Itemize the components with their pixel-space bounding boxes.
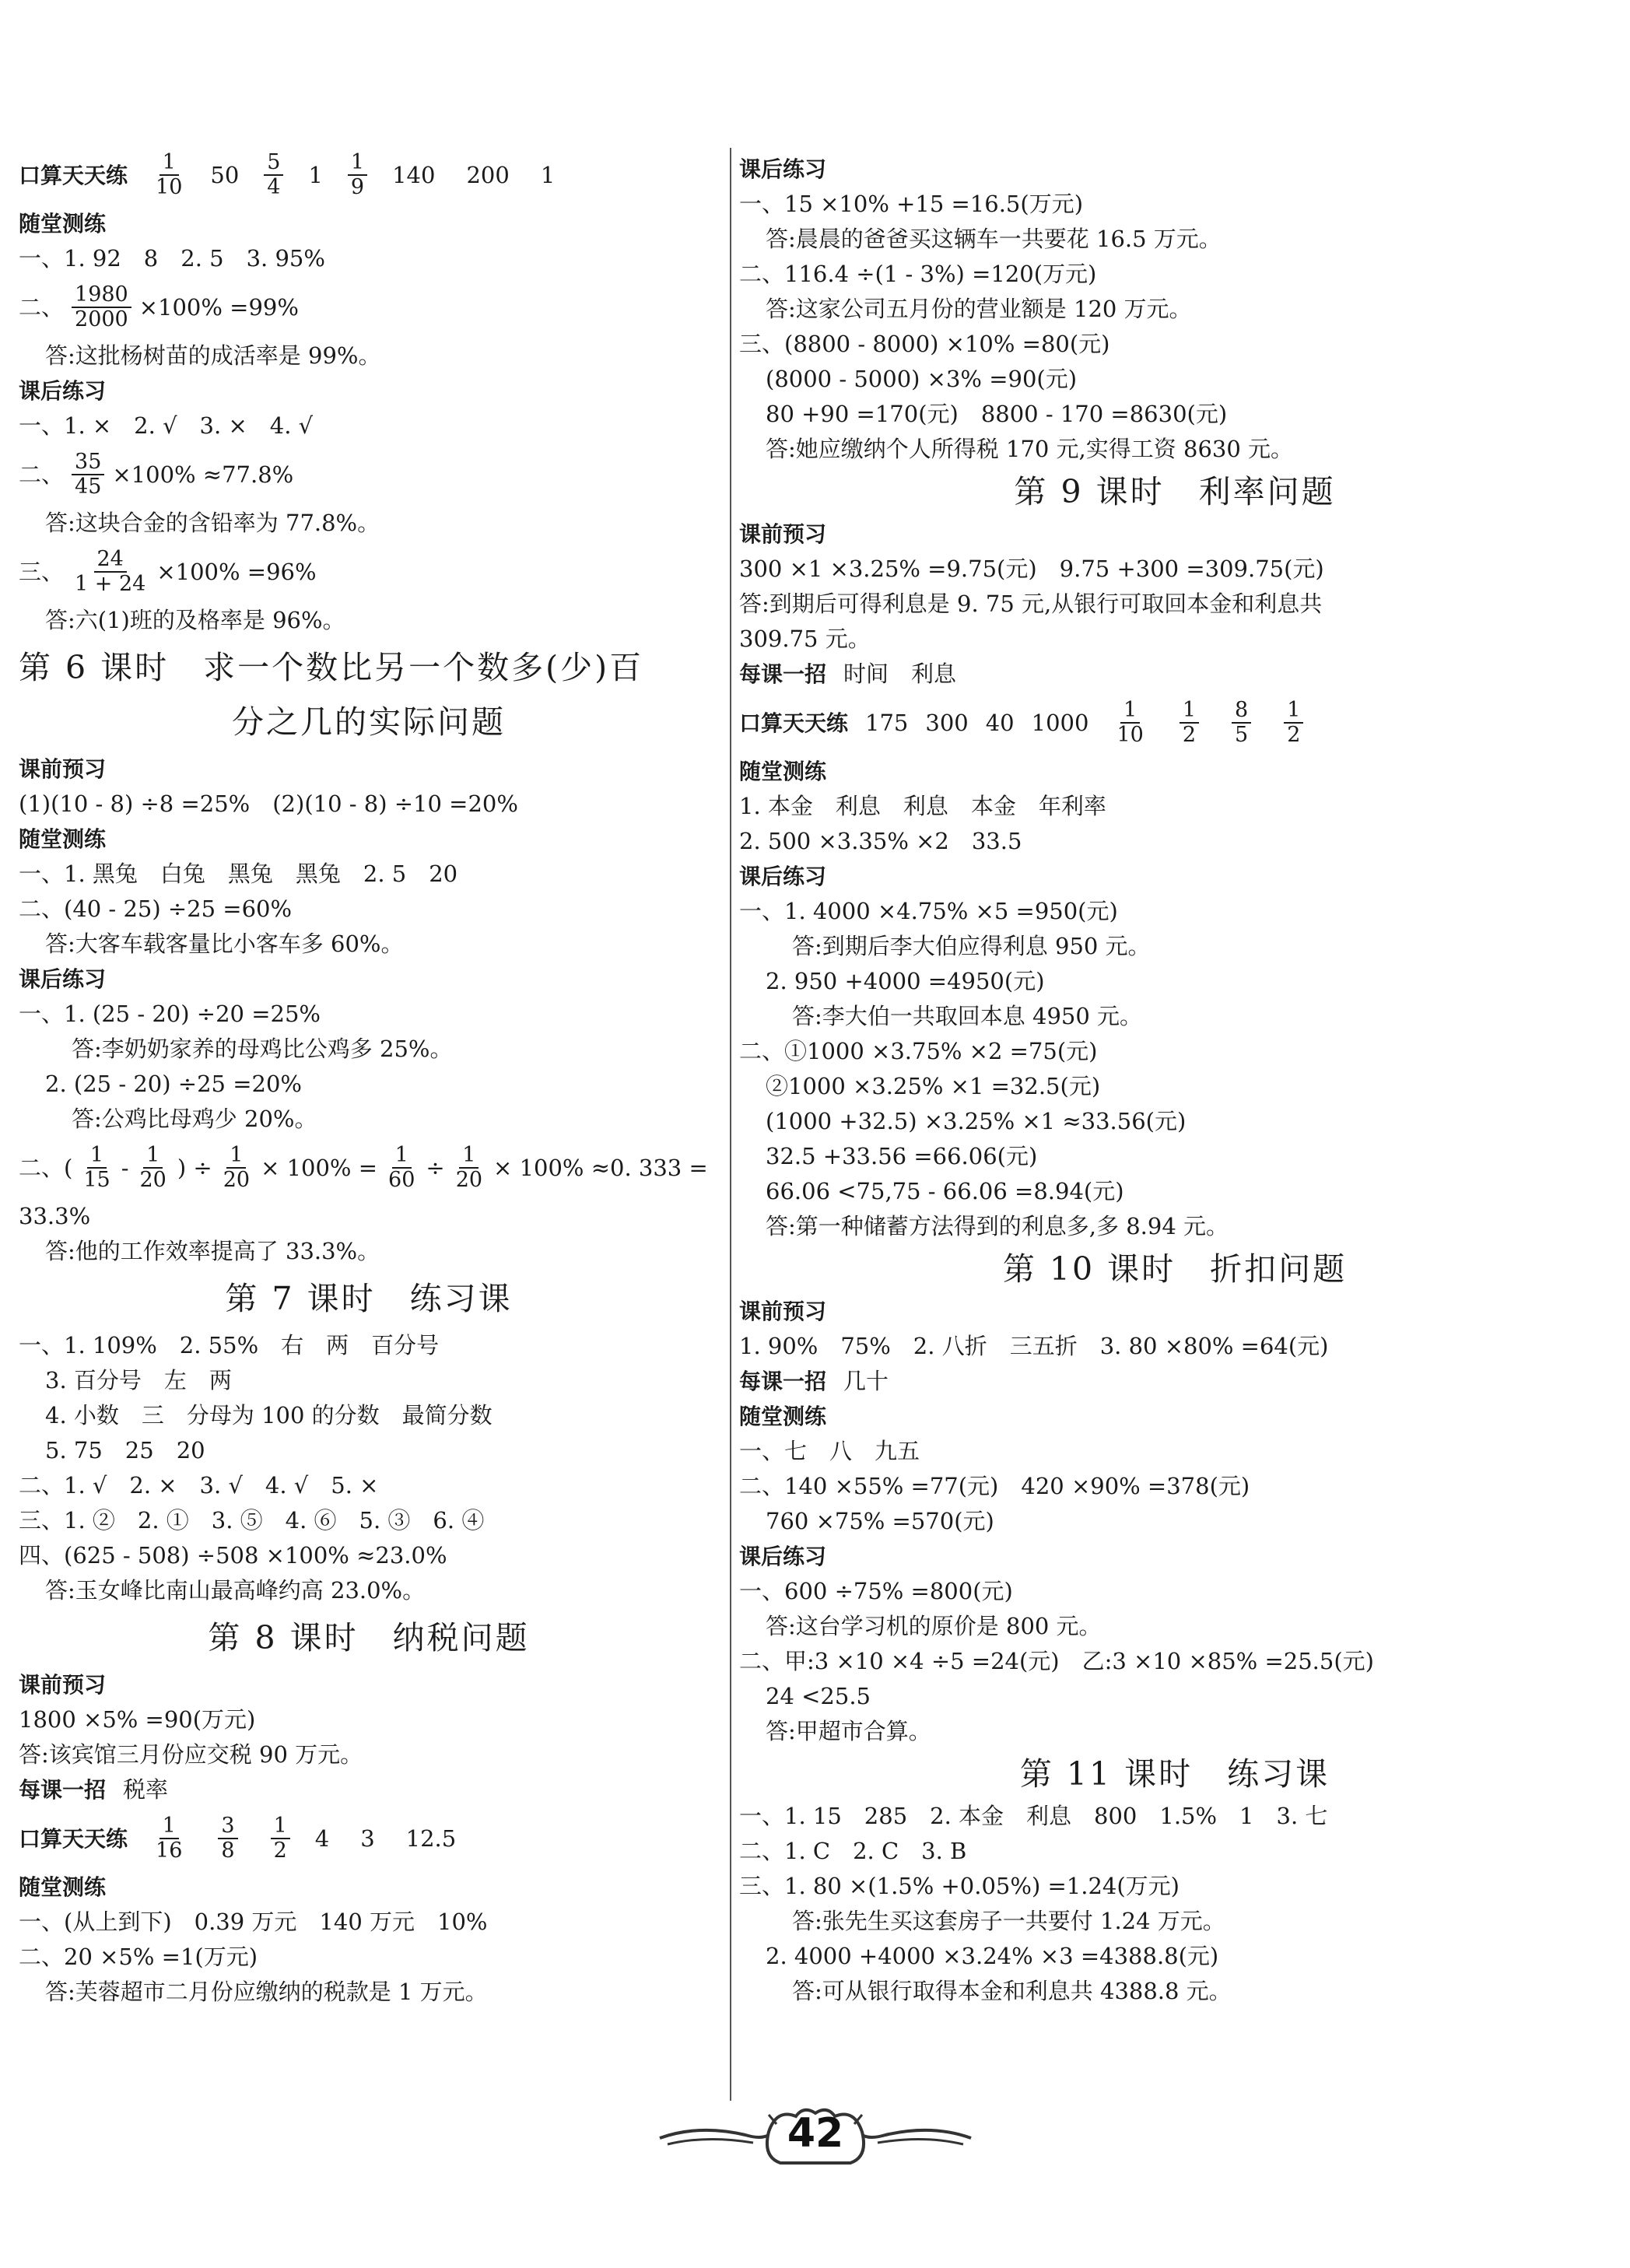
section-label: 口算天天练 [19, 1825, 128, 1852]
answer-line: 32.5 +33.56 =66.06(元) [766, 1143, 1038, 1169]
section-label: 每课一招 [739, 661, 827, 687]
answer-line: 三、1. ② 2. ① 3. ⑤ 4. ⑥ 5. ③ 6. ④ [19, 1507, 485, 1534]
answer-line: 答:她应缴纳个人所得税 170 元,实得工资 8630 元。 [766, 436, 1294, 462]
answer-line: 300 ×1 ×3.25% =9.75(元) 9.75 +300 =309.75(元) [739, 556, 1324, 582]
fraction: $\frac{1}{20}$ [455, 1143, 483, 1192]
fraction: $\frac{1}{10}$ [1116, 698, 1144, 747]
answer-line: 一、七 八 九五 [739, 1438, 920, 1464]
fraction: $\frac{35}{45}$ [72, 450, 104, 499]
answer-line: 答:可从银行取得本金和利息共 4388.8 元。 [792, 1978, 1232, 2004]
lesson-heading: 第 6 课时 求一个数比另一个数多(少)百 [19, 649, 644, 686]
answer-line: 一、600 ÷75% =800(元) [739, 1578, 1013, 1604]
kousuan-line-9: 口算天天练 175 300 40 1000 $\frac{1}{10}$ $\frac{1}{2}$ $\frac{8}{5}$ $\frac{1}{2}$ [739, 692, 1611, 754]
answer-line: 答:公鸡比母鸡少 20%。 [72, 1106, 317, 1132]
section-label: 随堂测练 [19, 826, 107, 852]
answer-line: 答:他的工作效率提高了 33.3%。 [45, 1238, 380, 1264]
answer-line: 一、1. 109% 2. 55% 右 两 百分号 [19, 1332, 440, 1358]
fraction: $\frac{1}{60}$ [388, 1143, 415, 1192]
fraction: $\frac{1}{2}$ [1180, 699, 1199, 747]
answer-line: 二、 $\frac{1980}{2000}$ ×100% =99% [19, 282, 299, 331]
lesson-heading: 第 7 课时 练习课 [225, 1280, 513, 1317]
fraction: $\frac{1}{2}$ [271, 1814, 290, 1863]
answer-line: 一、1. 92 8 2. 5 3. 95% [19, 245, 325, 272]
section-label: 随堂测练 [19, 1874, 107, 1900]
answer-line: 答:到期后可得利息是 9. 75 元,从银行可取回本金和利息共 [739, 591, 1323, 617]
answer-line: 2. 4000 +4000 ×3.24% ×3 =4388.8(元) [766, 1943, 1219, 1969]
answer-line: 答:张先生买这套房子一共要付 1.24 万元。 [792, 1908, 1225, 1934]
answer-line: 答:晨晨的爸爸买这辆车一共要花 16.5 万元。 [766, 226, 1222, 252]
answer-line: 答:大客车载客量比小客车多 60%。 [45, 931, 404, 957]
section-label: 课后练习 [739, 1544, 827, 1569]
answer-line: 33.3% [19, 1203, 91, 1229]
answer-line: 3. 百分号 左 两 [45, 1367, 232, 1393]
fraction: $\frac{1980}{2000}$ [72, 283, 131, 331]
answer-line: 二、140 ×55% =77(元) 420 ×90% =378(元) [739, 1473, 1250, 1499]
answer-line: 二、1. C 2. C 3. B [739, 1838, 967, 1864]
lesson-heading: 第 8 课时 纳税问题 [208, 1619, 530, 1656]
right-column [739, 152, 1611, 2009]
lesson-heading: 第 10 课时 折扣问题 [1002, 1250, 1348, 1288]
answer-line: 80 +90 =170(元) 8800 - 170 =8630(元) [766, 401, 1228, 427]
answer-line: 一、15 ×10% +15 =16.5(万元) [739, 191, 1084, 217]
answer-line: 2. 500 ×3.35% ×2 33.5 [739, 828, 1022, 854]
fraction: $\frac{5}{4}$ [264, 151, 283, 199]
answer-line: 答:甲超市合算。 [766, 1718, 931, 1744]
fraction: $\frac{24}{1 + 24}$ [75, 547, 146, 596]
answer-line: 答:这批杨树苗的成活率是 99%。 [45, 342, 381, 369]
answer-line: 答:李奶奶家养的母鸡比公鸡多 25%。 [72, 1036, 453, 1062]
answer-line: 二、 $\frac{35}{45}$ ×100% ≈77.8% [19, 450, 294, 499]
answer-line: (8000 - 5000) ×3% =90(元) [766, 366, 1078, 392]
answer-line: 一、1. 15 285 2. 本金 利息 800 1.5% 1 3. 七 [739, 1803, 1328, 1829]
tip-line: 每课一招 税率 [19, 1776, 169, 1803]
answer-line: 309.75 元。 [739, 626, 871, 652]
answer-line: ②1000 ×3.25% ×1 =32.5(元) [766, 1073, 1101, 1099]
lesson-heading: 第 9 课时 利率问题 [1014, 473, 1336, 510]
section-label: 课前预习 [19, 1672, 107, 1698]
fraction: $\frac{1}{9}$ [348, 151, 367, 199]
answer-line: 答:到期后李大伯应得利息 950 元。 [792, 933, 1151, 959]
fraction: $\frac{1}{10}$ [156, 150, 183, 199]
answer-line: 1. 本金 利息 利息 本金 年利率 [739, 793, 1106, 819]
section-label: 课后练习 [739, 156, 827, 182]
answer-line: 一、(从上到下) 0.39 万元 140 万元 10% [19, 1909, 488, 1935]
answer-line: 二、116.4 ÷(1 - 3%) =120(万元) [739, 261, 1097, 287]
section-label: 口算天天练 [739, 710, 849, 736]
answer-line: 1800 ×5% =90(万元) [19, 1706, 256, 1733]
answer-line: 答:这家公司五月份的营业额是 120 万元。 [766, 296, 1192, 322]
answer-line: 二、1. √ 2. × 3. √ 4. √ 5. × [19, 1472, 379, 1499]
answer-line: 答:六(1)班的及格率是 96%。 [45, 607, 345, 633]
section-label: 每课一招 [739, 1369, 827, 1394]
answer-line: 答:第一种储蓄方法得到的利息多,多 8.94 元。 [766, 1213, 1229, 1239]
section-label: 课后练习 [19, 966, 107, 992]
section-label: 课前预习 [19, 756, 107, 782]
section-label: 课前预习 [739, 521, 827, 547]
answer-line: 答:该宾馆三月份应交税 90 万元。 [19, 1741, 363, 1768]
section-label: 随堂测练 [739, 759, 827, 784]
answer-line: 一、1. 黑兔 白兔 黑兔 黑兔 2. 5 20 [19, 861, 458, 887]
answer-line: 答:李大伯一共取回本息 4950 元。 [792, 1003, 1143, 1029]
answer-line: 4. 小数 三 分母为 100 的分数 最简分数 [45, 1402, 493, 1428]
answer-line: 一、1. × 2. √ 3. × 4. √ [19, 412, 314, 439]
answer-line: 2. 950 +4000 =4950(元) [766, 968, 1045, 994]
page-number: 42 [787, 2110, 844, 2157]
answer-line: 三、1. 80 ×(1.5% +0.05%) =1.24(万元) [739, 1873, 1180, 1899]
answer-line: 2. (25 - 20) ÷25 =20% [45, 1071, 302, 1097]
kousuan-line-8: 口算天天练 $\frac{1}{16}$ $\frac{3}{8}$ $\frac{1}{2}$ 4 3 12.5 [19, 1814, 457, 1863]
lesson-heading: 分之几的实际问题 [232, 703, 506, 741]
section-label: 课后练习 [19, 378, 107, 404]
page-number-badge [652, 2101, 979, 2171]
fraction: $\frac{1}{15}$ [83, 1143, 110, 1192]
answer-line: 一、1. (25 - 20) ÷20 =25% [19, 1001, 321, 1027]
section-label: 课后练习 [739, 864, 827, 889]
section-label: 随堂测练 [19, 211, 107, 237]
answer-line: 三、(8800 - 8000) ×10% =80(元) [739, 331, 1110, 357]
lesson-heading: 第 11 课时 练习课 [1019, 1755, 1330, 1793]
section-label: 随堂测练 [739, 1404, 827, 1429]
answer-line: 二、甲:3 ×10 ×4 ÷5 =24(元) 乙:3 ×10 ×85% =25.5(元) [739, 1648, 1374, 1674]
answer-line: 一、1. 4000 ×4.75% ×5 =950(元) [739, 898, 1118, 924]
answer-line: 24 <25.5 [766, 1683, 871, 1709]
tip-line: 每课一招 时间 利息 [739, 661, 957, 687]
fraction: $\frac{8}{5}$ [1232, 699, 1251, 747]
column-divider [730, 148, 731, 2101]
answer-line: 760 ×75% =570(元) [766, 1508, 994, 1534]
tip-line: 每课一招 几十 [739, 1368, 889, 1394]
fraction: $\frac{1}{20}$ [139, 1143, 167, 1192]
answer-line: 5. 75 25 20 [45, 1437, 205, 1464]
left-column [19, 144, 719, 2010]
section-label: 口算天天练 [19, 162, 128, 188]
answer-line: 二、( $\frac{1}{15}$ - $\frac{1}{20}$ ) ÷ $\frac{1}{20}$ × 100% = $\frac{1}{60}$ ÷ $\frac{1}{20}$ × 100% ≈0. 333 = [19, 1143, 708, 1192]
section-label: 课前预习 [739, 1299, 827, 1324]
fraction: $\frac{3}{8}$ [218, 1814, 237, 1863]
answer-line: 二、①1000 ×3.75% ×2 =75(元) [739, 1038, 1098, 1064]
kousuan-line-1: 口算天天练 $\frac{1}{10}$ 50 $\frac{5}{4}$ 1 $\frac{1}{9}$ 140 200 1 [19, 150, 556, 199]
answer-line: (1)(10 - 8) ÷8 =25% (2)(10 - 8) ÷10 =20% [19, 790, 518, 817]
section-label: 每课一招 [19, 1777, 107, 1803]
fraction: $\frac{1}{2}$ [1284, 699, 1303, 747]
answer-line: 二、(40 - 25) ÷25 =60% [19, 896, 293, 922]
answer-line: 四、(625 - 508) ÷508 ×100% ≈23.0% [19, 1542, 447, 1569]
answer-line: 二、20 ×5% =1(万元) [19, 1944, 258, 1970]
fraction: $\frac{1}{16}$ [156, 1814, 183, 1863]
answer-line: 1. 90% 75% 2. 八折 三五折 3. 80 ×80% =64(元) [739, 1333, 1329, 1359]
fraction: $\frac{1}{20}$ [223, 1143, 251, 1192]
answer-line: 答:这台学习机的原价是 800 元。 [766, 1613, 1102, 1639]
answer-line: 答:玉女峰比南山最高峰约高 23.0%。 [45, 1577, 426, 1604]
answer-line: 66.06 <75,75 - 66.06 =8.94(元) [766, 1178, 1124, 1204]
answer-line: 答:这块合金的含铅率为 77.8%。 [45, 510, 380, 536]
answer-line: 三、 $\frac{24}{1 + 24}$ ×100% =96% [19, 547, 317, 596]
answer-line: (1000 +32.5) ×3.25% ×1 ≈33.56(元) [766, 1108, 1187, 1134]
answer-line: 答:芙蓉超市二月份应缴纳的税款是 1 万元。 [45, 1979, 488, 2005]
